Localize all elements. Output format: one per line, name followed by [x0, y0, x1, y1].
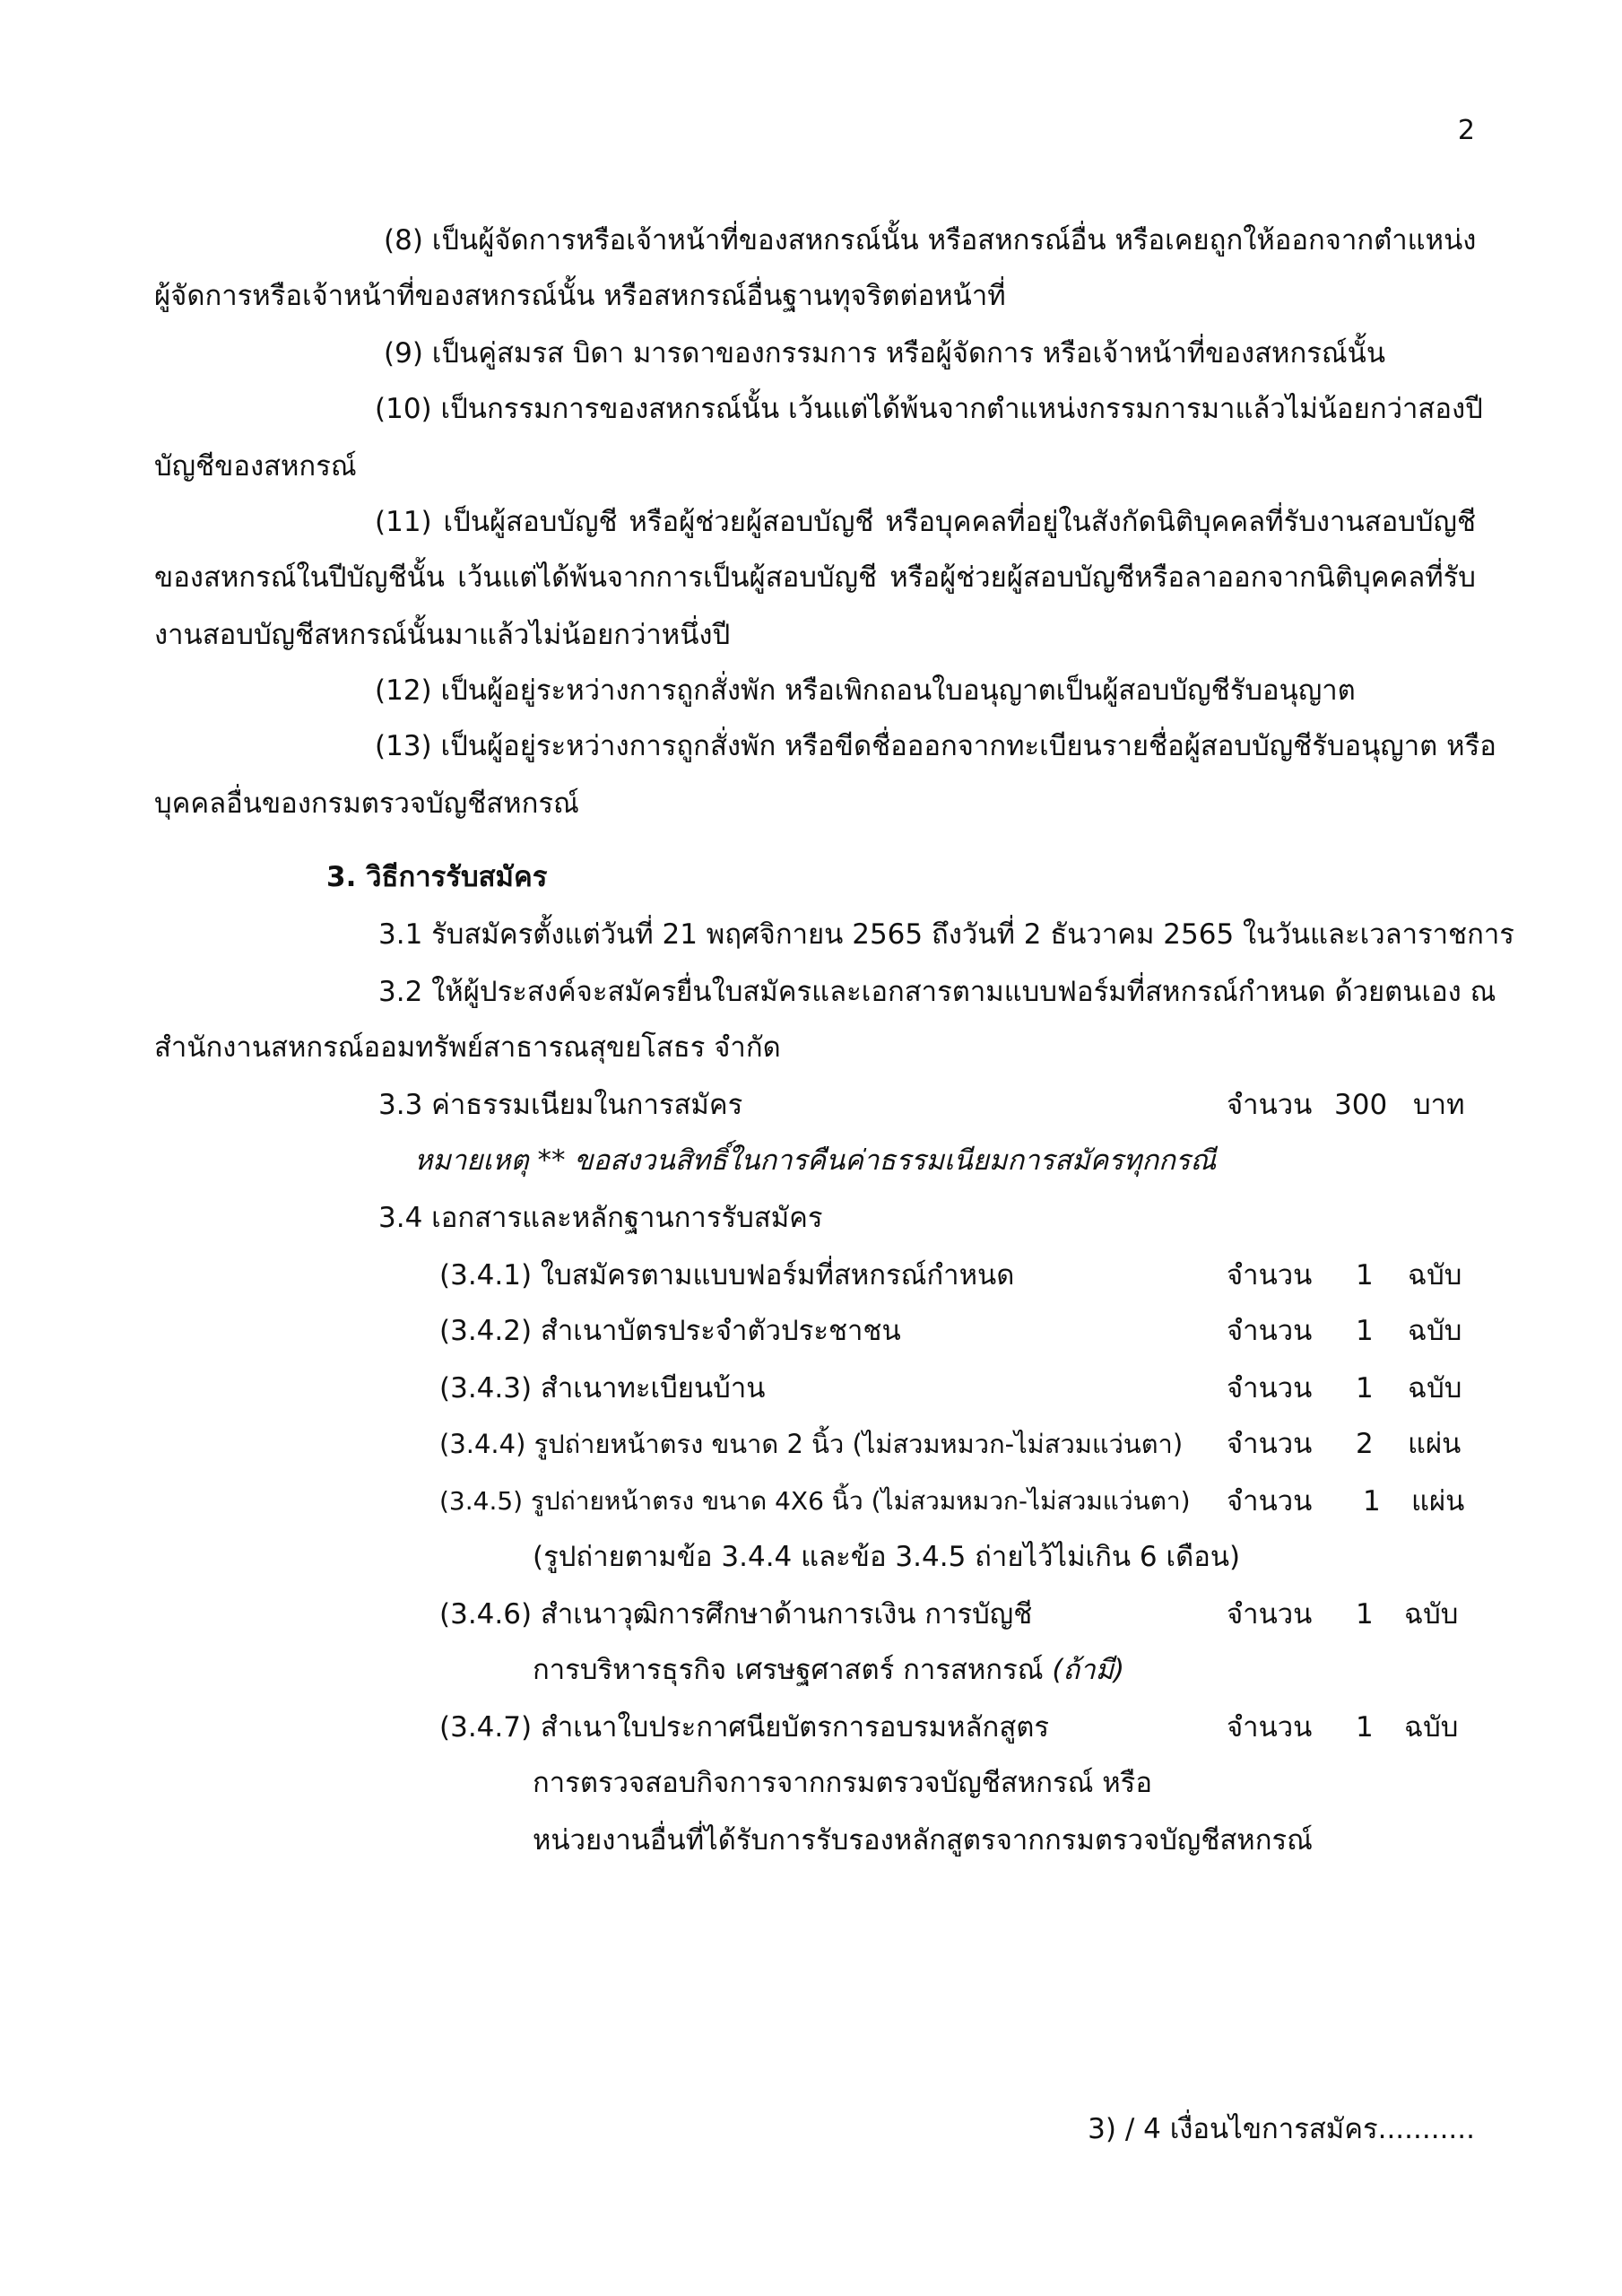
doc-3-4-5-unit: แผ่น [1411, 1485, 1465, 1518]
doc-3-4-6-continuation [533, 1652, 1124, 1688]
doc-3-4-2-qty: 1 [1356, 1315, 1374, 1347]
section3-heading: 3. วิธีการรับสมัคร [326, 861, 548, 893]
doc-3-4-1-label: (3.4.1) ใบสมัครตามแบบฟอร์มที่สหกรณ์กำหนด [439, 1259, 1015, 1292]
page-number: 2 [1457, 115, 1475, 146]
item13-line1: (13) เป็นผู้อยู่ระหว่างการถูกสั่งพัก หรือขีดชื่อออกจากทะเบียนรายชื่อผู้สอบบัญชีรับอนุญาต หรือ [375, 730, 1496, 762]
doc-3-4-2-qty-word: จำนวน [1227, 1315, 1313, 1347]
section3-2-line2: สำนักงานสหกรณ์ออมทรัพย์สาธารณสุขยโสธร จำกัด [154, 1031, 781, 1064]
doc-3-4-3-label: (3.4.3) สำเนาทะเบียนบ้าน [439, 1372, 766, 1405]
doc-3-4-6-qty-word: จำนวน [1227, 1598, 1313, 1631]
doc-3-4-6-cont-text: การบริหารธุรกิจ เศรษฐศาสตร์ การสหกรณ์ [533, 1654, 1053, 1686]
section3-1: 3.1 รับสมัครตั้งแต่วันที่ 21 พฤศจิกายน 2565 ถึงวันที่ 2 ธันวาคม 2565 ในวันและเวลาราชการ [378, 918, 1514, 951]
doc-3-4-1-unit: ฉบับ [1408, 1259, 1462, 1292]
doc-3-4-3-qty: 1 [1356, 1372, 1374, 1405]
item8-line2: ผู้จัดการหรือเจ้าหน้าที่ของสหกรณ์นั้น หรือสหกรณ์อื่นฐานทุจริตต่อหน้าที่ [154, 280, 1006, 312]
item13-line2: บุคคลอื่นของกรมตรวจบัญชีสหกรณ์ [154, 787, 579, 820]
item10-line2: บัญชีของสหกรณ์ [154, 450, 357, 483]
item8-line1: (8) เป็นผู้จัดการหรือเจ้าหน้าที่ของสหกรณ์นั้น หรือสหกรณ์อื่น หรือเคยถูกให้ออกจากตำแหน่ง [384, 224, 1477, 257]
doc-3-4-6-qty: 1 [1356, 1598, 1374, 1631]
section3-3-unit: บาท [1413, 1089, 1465, 1121]
doc-3-4-7-continuation-2: หน่วยงานอื่นที่ได้รับการรับรองหลักสูตรจากกรมตรวจบัญชีสหกรณ์ [533, 1824, 1313, 1857]
doc-3-4-6-optional: (ถ้ามี) [1052, 1654, 1125, 1686]
doc-3-4-6-label: (3.4.6) สำเนาวุฒิการศึกษาด้านการเงิน การบัญชี [439, 1598, 1033, 1631]
item12: (12) เป็นผู้อยู่ระหว่างการถูกสั่งพัก หรือเพิกถอนใบอนุญาตเป็นผู้สอบบัญชีรับอนุญาต [375, 674, 1356, 707]
doc-3-4-5-qty-word: จำนวน [1227, 1485, 1313, 1518]
doc-3-4-2-label: (3.4.2) สำเนาบัตรประจำตัวประชาชน [439, 1315, 901, 1347]
doc-3-4-7-unit: ฉบับ [1404, 1711, 1459, 1744]
item9: (9) เป็นคู่สมรส บิดา มารดาของกรรมการ หรือผู้จัดการ หรือเจ้าหน้าที่ของสหกรณ์นั้น [384, 337, 1386, 370]
doc-3-4-5-qty: 1 [1363, 1485, 1381, 1518]
doc-3-4-7-qty-word: จำนวน [1227, 1711, 1313, 1744]
doc-3-4-3-qty-word: จำนวน [1227, 1372, 1313, 1405]
doc-3-4-5-note: (รูปถ่ายตามข้อ 3.4.4 และข้อ 3.4.5 ถ่ายไว้ไม่เกิน 6 เดือน) [533, 1541, 1241, 1573]
doc-3-4-4-qty-word: จำนวน [1227, 1428, 1313, 1460]
item11-line3: งานสอบบัญชีสหกรณ์นั้นมาแล้วไม่น้อยกว่าหนึ่งปี [154, 619, 731, 651]
section3-3-qty-word: จำนวน [1227, 1089, 1313, 1121]
item11-line1: (11) เป็นผู้สอบบัญชี หรือผู้ช่วยผู้สอบบัญชี หรือบุคคลที่อยู่ในสังกัดนิติบุคคลที่รับงานสอบบัญชี [375, 506, 1476, 538]
doc-3-4-3-unit: ฉบับ [1408, 1372, 1462, 1405]
section3-2-line1: 3.2 ให้ผู้ประสงค์จะสมัครยื่นใบสมัครและเอกสารตามแบบฟอร์มที่สหกรณ์กำหนด ด้วยตนเอง ณ [378, 976, 1496, 1008]
doc-3-4-5-label: (3.4.5) รูปถ่ายหน้าตรง ขนาด 4X6 นิ้ว (ไม่สวมหมวก-ไม่สวมแว่นตา) [439, 1486, 1191, 1516]
doc-3-4-6-unit: ฉบับ [1404, 1598, 1459, 1631]
doc-3-4-7-label: (3.4.7) สำเนาใบประกาศนียบัตรการอบรมหลักสูตร [439, 1711, 1050, 1744]
doc-3-4-7-continuation-1: การตรวจสอบกิจการจากกรมตรวจบัญชีสหกรณ์ หรือ [533, 1767, 1152, 1799]
section3-3-amount: 300 [1334, 1089, 1388, 1121]
doc-3-4-7-qty: 1 [1356, 1711, 1374, 1744]
doc-3-4-4-label: (3.4.4) รูปถ่ายหน้าตรง ขนาด 2 นิ้ว (ไม่สวมหมวก-ไม่สวมแว่นตา) [439, 1429, 1184, 1459]
item10-line1: (10) เป็นกรรมการของสหกรณ์นั้น เว้นแต่ได้พ้นจากตำแหน่งกรรมการมาแล้วไม่น้อยกว่าสองปี [375, 393, 1483, 425]
doc-3-4-4-qty: 2 [1356, 1428, 1374, 1460]
section3-3-label: 3.3 ค่าธรรมเนียมในการสมัคร [378, 1089, 743, 1121]
doc-3-4-1-qty-word: จำนวน [1227, 1259, 1313, 1292]
section3-3-note: หมายเหตุ ** ขอสงวนสิทธิ์ในการคืนค่าธรรมเนียมการสมัครทุกกรณี [414, 1144, 1217, 1177]
doc-3-4-1-qty: 1 [1356, 1259, 1374, 1292]
doc-3-4-4-unit: แผ่น [1408, 1428, 1462, 1460]
next-page-marker: 3) / 4 เงื่อนไขการสมัคร........... [1088, 2113, 1475, 2145]
doc-3-4-2-unit: ฉบับ [1408, 1315, 1462, 1347]
item11-line2: ของสหกรณ์ในปีบัญชีนั้น เว้นแต่ได้พ้นจากการเป็นผู้สอบบัญชี หรือผู้ช่วยผู้สอบบัญชีหรือลาออกจากนิติบุคคลที่รับ [154, 561, 1476, 594]
section3-4-label: 3.4 เอกสารและหลักฐานการรับสมัคร [378, 1202, 823, 1234]
